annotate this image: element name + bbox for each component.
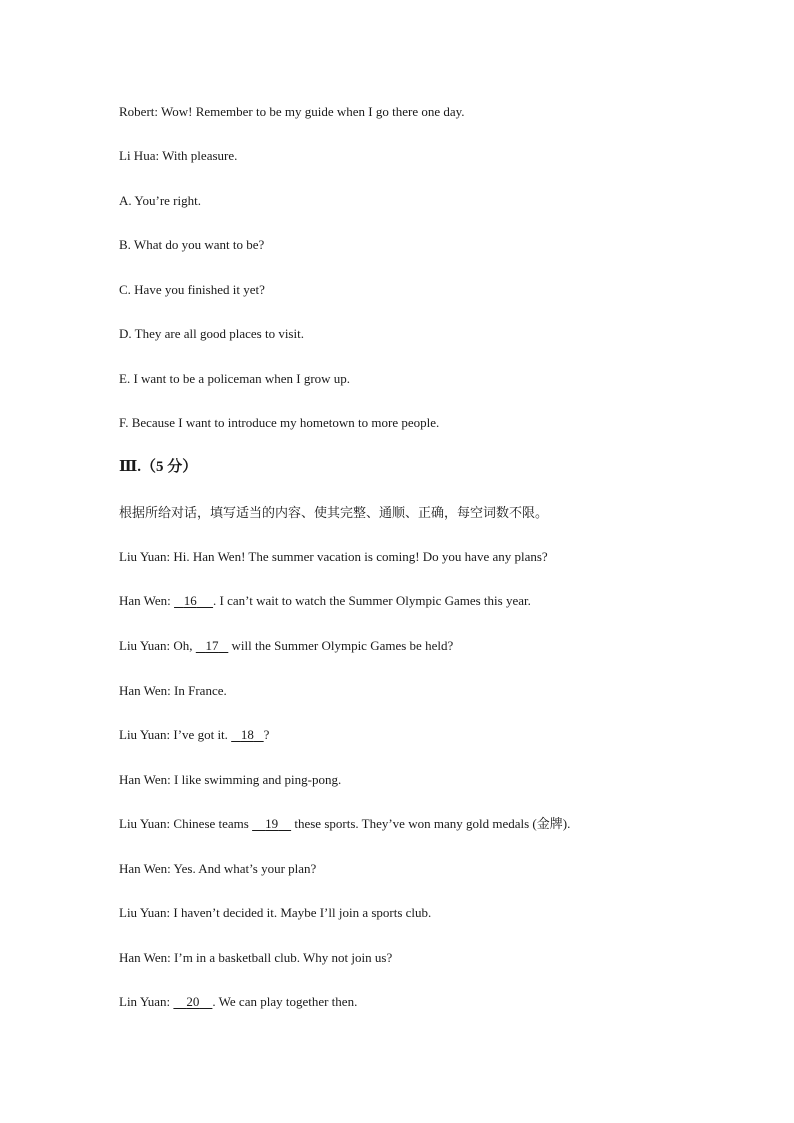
section-heading: Ⅲ.（5 分）: [119, 459, 198, 475]
line-text: Liu Yuan: Chinese teams: [119, 816, 253, 831]
dialogue2-line-3: [119, 638, 453, 654]
blank-number: 16: [183, 593, 197, 608]
dialogue2-line-10: Han Wen: I’m in a basketball club. Why not join us?: [119, 950, 393, 965]
blank-17: [196, 638, 229, 654]
option-d: D. They are all good places to visit.: [119, 326, 304, 341]
dialogue2-line-7: [119, 816, 570, 832]
line-text: Liu Yuan: Oh,: [119, 638, 196, 653]
dialogue2-line-6: Han Wen: I like swimming and ping-pong.: [119, 772, 342, 787]
blank-20: [173, 994, 212, 1010]
section-instruction: 根据所给对话，填写适当的内容、使其完整、通顺、正确，每空词数不限。: [119, 505, 549, 520]
dialogue-line-robert: Robert: Wow! Remember to be my guide when I go there one day.: [119, 104, 465, 119]
line-text: Liu Yuan: I’ve got it.: [119, 727, 232, 742]
dialogue2-line-1: Liu Yuan: Hi. Han Wen! The summer vacation is coming! Do you have any plans?: [119, 549, 548, 564]
line-text: ?: [263, 727, 270, 742]
option-c: C. Have you finished it yet?: [119, 282, 265, 297]
option-a: A. You’re right.: [119, 193, 201, 208]
blank-16: [174, 593, 213, 609]
blank-number: 20: [186, 994, 200, 1009]
option-f: F. Because I want to introduce my hometown to more people.: [119, 415, 440, 430]
blank-19: [252, 816, 291, 832]
blank-number: 18: [240, 727, 254, 742]
blank-number: 19: [265, 816, 279, 831]
dialogue-line-li-hua: Li Hua: With pleasure.: [119, 148, 238, 163]
line-text: Lin Yuan:: [119, 994, 174, 1009]
line-text: . We can play together then.: [212, 994, 358, 1009]
dialogue2-line-9: Liu Yuan: I haven’t decided it. Maybe I’ll join a sports club.: [119, 905, 432, 920]
line-text: . I can’t wait to watch the Summer Olympic Games this year.: [213, 593, 531, 608]
line-text: Han Wen:: [119, 593, 175, 608]
line-text: these sports. They’ve won many gold medals (金牌).: [291, 816, 571, 831]
blank-number: 17: [205, 638, 219, 653]
dialogue2-line-4: Han Wen: In France.: [119, 683, 227, 698]
blank-18: [231, 727, 264, 743]
line-text: will the Summer Olympic Games be held?: [228, 638, 454, 653]
option-e: E. I want to be a policeman when I grow up.: [119, 371, 351, 386]
dialogue2-line-5: [119, 727, 269, 743]
dialogue2-line-2: [119, 593, 531, 609]
dialogue2-line-11: [119, 994, 357, 1010]
dialogue2-line-8: Han Wen: Yes. And what’s your plan?: [119, 861, 317, 876]
option-b: B. What do you want to be?: [119, 237, 265, 252]
